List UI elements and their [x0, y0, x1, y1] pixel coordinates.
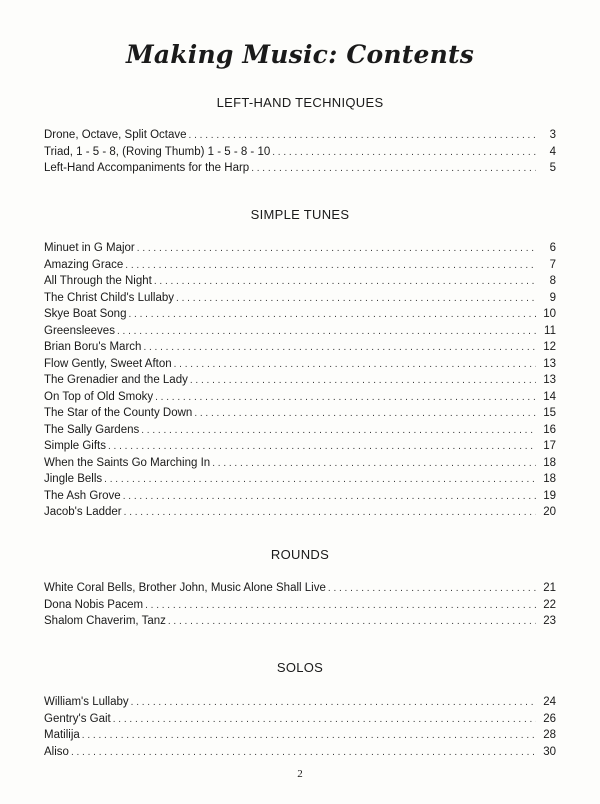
section-list-left-hand — [44, 127, 556, 177]
dot-leader — [137, 241, 536, 258]
toc-entry — [44, 257, 556, 274]
toc-entry-page: 21 — [543, 582, 556, 594]
toc-entry — [44, 240, 556, 257]
dot-leader — [128, 307, 536, 324]
section-heading-simple-tunes: SIMPLE TUNES — [250, 207, 350, 222]
toc-entry-page: 26 — [543, 712, 556, 725]
dot-leader — [190, 373, 536, 390]
toc-entry-page: 18 — [543, 456, 556, 469]
toc-entry-title: Jingle Bells — [44, 473, 103, 485]
dot-leader — [145, 598, 536, 615]
dot-leader — [251, 161, 536, 178]
toc-entry — [44, 504, 556, 521]
toc-entry — [44, 694, 556, 711]
toc-entry-title: The Grenadier and the Lady — [44, 374, 188, 386]
section-heading-rounds: ROUNDS — [270, 547, 330, 562]
section-heading-left-hand: LEFT-HAND TECHNIQUES — [216, 95, 384, 110]
dot-leader — [155, 390, 536, 407]
toc-entry-title: Brian Boru's March — [44, 341, 142, 353]
dot-leader — [328, 581, 536, 598]
toc-entry-page: 14 — [543, 390, 556, 403]
toc-entry-title: Greensleeves — [44, 324, 115, 337]
toc-entry-page: 3 — [549, 129, 556, 141]
toc-entry-title: The Star of the County Down — [44, 407, 193, 419]
dot-leader — [143, 340, 536, 357]
toc-entry-page: 30 — [543, 745, 556, 758]
dot-leader — [125, 258, 536, 275]
toc-entry-title: The Sally Gardens — [44, 423, 140, 436]
section-heading-solos: SOLOS — [276, 660, 324, 675]
toc-entry-title: Skye Boat Song — [44, 308, 127, 320]
toc-entry — [44, 613, 556, 630]
toc-entry-page: 4 — [549, 145, 556, 158]
toc-entry-title: Aliso — [44, 745, 69, 758]
toc-entry-page: 22 — [543, 598, 556, 611]
toc-entry-title: When the Saints Go Marching In — [44, 456, 211, 469]
toc-entry — [44, 422, 556, 439]
toc-entry-title: Matilija — [44, 729, 80, 741]
toc-entry — [44, 339, 556, 356]
dot-leader — [168, 614, 536, 631]
toc-entry-title: Amazing Grace — [44, 258, 124, 271]
toc-entry-page: 23 — [543, 615, 556, 627]
toc-entry-title: On Top of Old Smoky — [44, 390, 154, 403]
toc-entry — [44, 405, 556, 422]
toc-entry-title: Left-Hand Accompaniments for the Harp — [44, 162, 250, 174]
toc-entry-page: 13 — [543, 374, 556, 386]
dot-leader — [272, 145, 536, 162]
dot-leader — [108, 439, 536, 456]
toc-entry-title: Minuet in G Major — [44, 242, 135, 254]
toc-entry — [44, 488, 556, 505]
page-number: 2 — [297, 768, 303, 780]
toc-entry — [44, 438, 556, 455]
toc-entry — [44, 744, 556, 761]
dot-leader — [113, 712, 536, 729]
toc-entry-page: 12 — [543, 341, 556, 353]
toc-entry — [44, 144, 556, 161]
toc-entry — [44, 273, 556, 290]
toc-entry-page: 9 — [549, 291, 556, 304]
toc-entry-title: Drone, Octave, Split Octave — [44, 129, 187, 141]
toc-entry-page: 17 — [543, 440, 556, 452]
toc-entry — [44, 372, 556, 389]
toc-entry-title: Gentry's Gait — [44, 712, 111, 725]
toc-entry-page: 7 — [549, 258, 556, 271]
toc-entry-page: 11 — [544, 324, 556, 337]
toc-entry-page: 5 — [549, 162, 556, 174]
toc-entry — [44, 127, 556, 144]
toc-entry — [44, 290, 556, 307]
dot-leader — [154, 274, 536, 291]
toc-entry-page: 24 — [543, 696, 556, 708]
toc-entry — [44, 306, 556, 323]
toc-entry-title: The Ash Grove — [44, 489, 121, 502]
toc-entry — [44, 711, 556, 728]
dot-leader — [117, 324, 536, 341]
dot-leader — [141, 423, 536, 440]
toc-entry-page: 6 — [549, 242, 556, 254]
toc-entry — [44, 160, 556, 177]
toc-entry-page: 18 — [543, 473, 556, 485]
toc-entry-title: All Through the Night — [44, 275, 152, 287]
toc-entry-page: 20 — [543, 506, 556, 518]
toc-entry-title: Flow Gently, Sweet Afton — [44, 357, 172, 370]
dot-leader — [71, 745, 536, 762]
dot-leader — [174, 357, 536, 374]
dot-leader — [176, 291, 536, 308]
toc-entry-page: 28 — [543, 729, 556, 741]
toc-entry-title: William's Lullaby — [44, 696, 129, 708]
dot-leader — [194, 406, 536, 423]
toc-entry — [44, 727, 556, 744]
section-list-solos — [44, 694, 556, 760]
section-list-simple-tunes — [44, 240, 556, 521]
dot-leader — [104, 472, 536, 489]
toc-entry — [44, 356, 556, 373]
dot-leader — [123, 489, 536, 506]
toc-entry — [44, 597, 556, 614]
toc-entry-title: Jacob's Ladder — [44, 506, 122, 518]
toc-entry-page: 19 — [543, 489, 556, 502]
toc-entry-page: 8 — [549, 275, 556, 287]
dot-leader — [82, 728, 536, 745]
toc-entry-title: Simple Gifts — [44, 440, 106, 452]
toc-entry-page: 15 — [543, 407, 556, 419]
toc-entry-title: Shalom Chaverim, Tanz — [44, 615, 166, 627]
toc-entry-title: Dona Nobis Pacem — [44, 598, 144, 611]
dot-leader — [131, 695, 536, 712]
toc-entry-page: 16 — [543, 423, 556, 436]
toc-entry — [44, 471, 556, 488]
toc-entry-page: 10 — [543, 308, 556, 320]
toc-entry — [44, 323, 556, 340]
toc-entry-page: 13 — [543, 357, 556, 370]
toc-entry-title: White Coral Bells, Brother John, Music Alone Shall Live — [44, 582, 326, 594]
dot-leader — [212, 456, 536, 473]
dot-leader — [189, 128, 536, 145]
toc-entry-title: The Christ Child's Lullaby — [44, 291, 175, 304]
page-title: Making Music: Contents — [125, 40, 475, 69]
toc-entry — [44, 580, 556, 597]
toc-entry — [44, 389, 556, 406]
dot-leader — [124, 505, 536, 522]
toc-entry — [44, 455, 556, 472]
section-list-rounds — [44, 580, 556, 630]
toc-entry-title: Triad, 1 - 5 - 8, (Roving Thumb) 1 - 5 - 8 - 10 — [44, 145, 271, 158]
